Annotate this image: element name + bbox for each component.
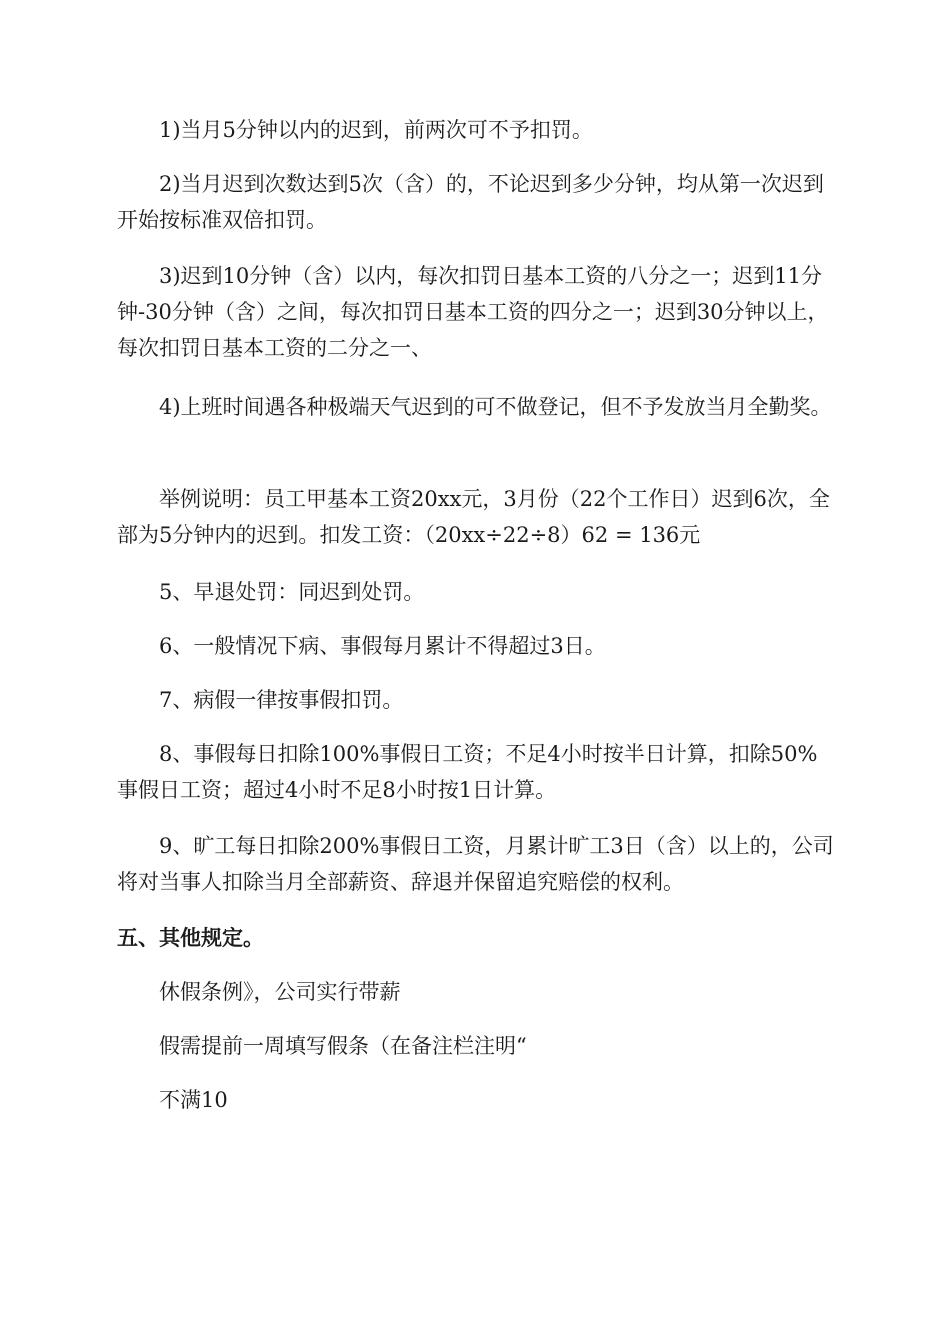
paragraph-sick-leave: 7、病假一律按事假扣罚。 (159, 688, 404, 712)
trailing-line-1: 休假条例》，公司实行带薪 (159, 980, 401, 1004)
paragraph-late-rule-3: 3)迟到10分钟（含）以内，每次扣罚日基本工资的八分之一；迟到11分钟-30分钟（含）之间，每次扣罚日基本工资的四分之一；迟到30分钟以上，每次扣罚日基本工资的二分之一、 (117, 264, 829, 360)
paragraph-example: 举例说明：员工甲基本工资20xx元，3月份（22个工作日）迟到6次，全部为5分钟内的迟到。扣发工资：（20xx÷22÷8）62 = 136元 (117, 487, 830, 547)
paragraph-late-rule-1: 1)当月5分钟以内的迟到，前两次可不予扣罚。 (159, 118, 593, 142)
section-heading: 五、其他规定。 (117, 926, 264, 950)
paragraph-late-rule-2: 2)当月迟到次数达到5次（含）的，不论迟到多少分钟，均从第一次迟到开始按标准双倍扣罚。 (117, 172, 824, 232)
paragraph-late-rule-4: 4)上班时间遇各种极端天气迟到的可不做登记，但不予发放当月全勤奖。 (159, 395, 832, 419)
paragraph-personal-leave: 8、事假每日扣除100%事假日工资；不足4小时按半日计算，扣除50%事假日工资；超过4小时不足8小时按1日计算。 (117, 742, 818, 802)
trailing-line-2: 假需提前一周填写假条（在备注栏注明“ (159, 1034, 527, 1058)
paragraph-leave-limit: 6、一般情况下病、事假每月累计不得超过3日。 (159, 634, 606, 658)
paragraph-early-leave: 5、早退处罚：同迟到处罚。 (159, 580, 425, 604)
paragraph-absenteeism: 9、旷工每日扣除200%事假日工资，月累计旷工3日（含）以上的，公司将对当事人扣除当月全部薪资、辞退并保留追究赔偿的权利。 (117, 834, 834, 894)
trailing-line-3: 不满10 (159, 1088, 228, 1112)
